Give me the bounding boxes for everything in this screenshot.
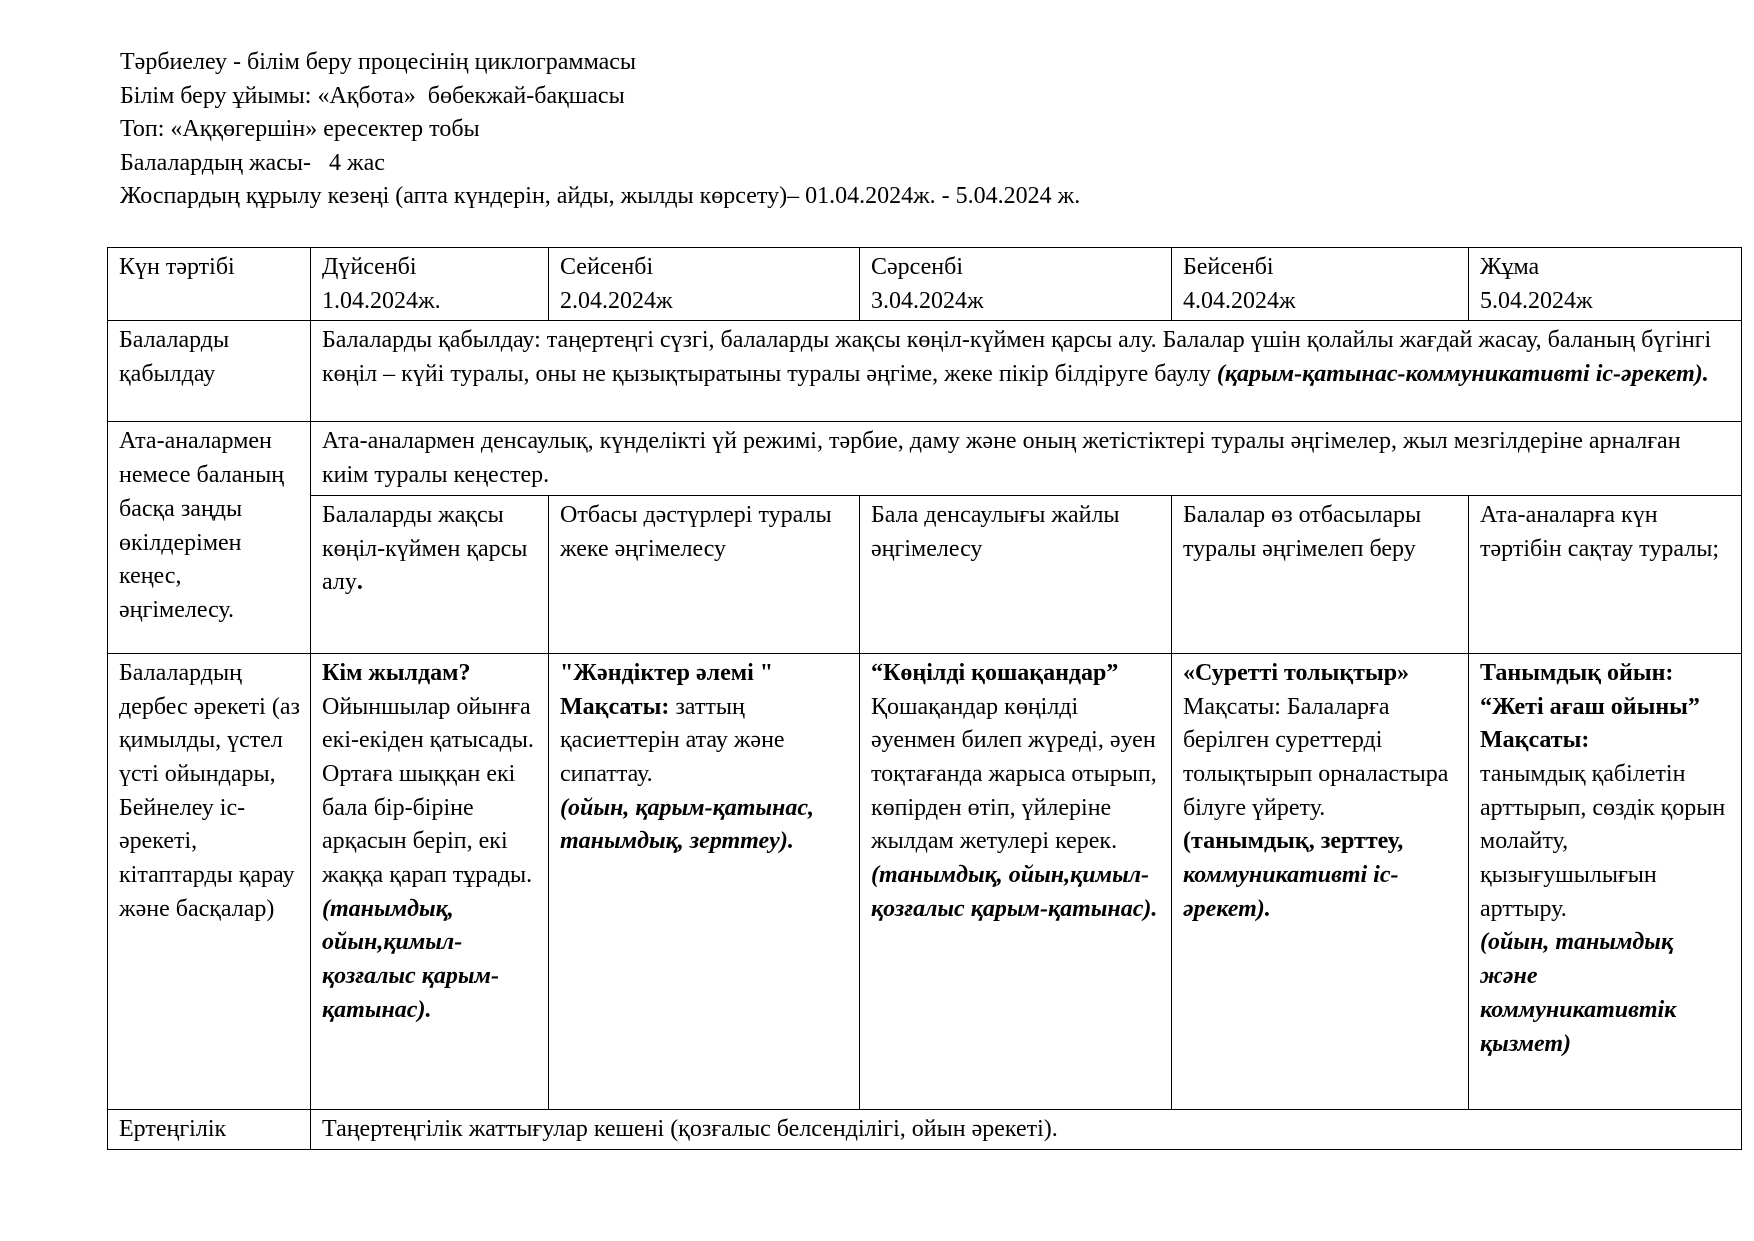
reception-label: Балаларды қабылдау xyxy=(108,321,311,422)
header-period: Жоспардың құрылу кезеңі (апта күндерін, айды, жылды көрсету)– 01.04.2024ж. - 5.04.2024 ж. xyxy=(120,183,1081,209)
game-goal: Мақсаты: заттың қасиеттерін атау және сипаттау. xyxy=(560,693,785,787)
activity-tags: (танымдық, зерттеу, коммуникативті іс-әрекет). xyxy=(1183,828,1404,922)
header-group: Топ: «Аққөгершін» ересектер тобы xyxy=(120,116,480,142)
parents-label: Ата-аналармен немесе баланың басқа заңды өкілдерімен кеңес, әңгімелесу. xyxy=(108,422,311,653)
parents-friday: Ата-аналарға күн тәртібін сақтау туралы; xyxy=(1469,495,1742,653)
reception-text: Балаларды қабылдау: таңертеңгі сүзгі, балаларды жақсы көңіл-күймен қарсы алу. Балалар үшін қолайлы жағдай жасау, баланың бүгінгі көңіл – күйі туралы, оны не қызықтыратыны туралы әңгіме, жеке пікір білдіруге баулу (қарым-қатынас-коммуникативті іс-әрекет). xyxy=(311,321,1742,422)
activity-tags: (ойын, қарым-қатынас, танымдық, зерттеу). xyxy=(560,794,815,855)
table-row-parents xyxy=(108,422,1742,495)
day-header-tuesday: Сейсенбі 2.04.2024ж xyxy=(549,248,860,321)
day-header-monday: Дүйсенбі 1.04.2024ж. xyxy=(311,248,549,321)
game-title: «Суретті толықтыр» xyxy=(1183,659,1410,686)
document-header xyxy=(120,46,1080,214)
independent-tuesday xyxy=(549,653,860,1109)
morning-label: Ертеңгілік xyxy=(108,1109,311,1149)
game-title: Кім жылдам? xyxy=(322,659,471,686)
table-row-reception xyxy=(108,321,1742,422)
parents-common-text: Ата-аналармен денсаулық, күнделікті үй режимі, тәрбие, даму және оның жетістіктері туралы әңгімелер, жыл мезгілдеріне арналған киім туралы кеңестер. xyxy=(311,422,1742,495)
schedule-table xyxy=(107,247,1742,1150)
independent-label: Балалардың дербес әрекеті (аз қимылды, үстел үсті ойындары, Бейнелеу іс-әрекеті, кітаптарды қарау және басқалар) xyxy=(108,653,311,1109)
activity-tags: (танымдық, ойын,қимыл-қозғалыс қарым-қатынас). xyxy=(871,862,1158,922)
header-title: Тәрбиелеу - білім беру процесінің циклограммасы xyxy=(120,49,637,75)
independent-thursday xyxy=(1172,653,1469,1109)
game-title: “Көңілді қошақандар” xyxy=(871,659,1119,686)
activity-tags: (танымдық, ойын,қимыл-қозғалыс қарым-қатынас). xyxy=(322,895,499,1023)
table-row-morning xyxy=(108,1109,1742,1149)
independent-wednesday xyxy=(860,653,1172,1109)
parents-monday: Балаларды жақсы көңіл-күймен қарсы алу. xyxy=(311,495,549,653)
day-header-friday: Жұма 5.04.2024ж xyxy=(1469,248,1742,321)
corner-cell: Күн тәртібі xyxy=(108,248,311,321)
independent-friday xyxy=(1469,653,1742,1109)
game-description: танымдық қабілетін арттырып, сөздік қорын молайту, қызығушылығын арттыру. xyxy=(1480,760,1726,922)
table-row-parents-days xyxy=(108,495,1742,653)
game-goal-label: Мақсаты: xyxy=(1480,727,1590,754)
game-description: Ойыншылар ойынға екі-екіден қатысады. Ортаға шыққан екі бала бір-біріне арқасын беріп, екі жаққа қарап тұрады. xyxy=(322,693,534,889)
table-header-row xyxy=(108,248,1742,321)
parents-wednesday: Бала денсаулығы жайлы әңгімелесу xyxy=(860,495,1172,653)
game-description: Мақсаты: Балаларға берілген суреттерді толықтырып орналастыра білуге үйрету. xyxy=(1183,693,1449,821)
activity-tags: (ойын, танымдық және коммуникативтік қызмет) xyxy=(1480,929,1677,1057)
game-title: "Жәндіктер әлемі " xyxy=(560,659,774,686)
header-age: Балалардың жасы- 4 жас xyxy=(120,149,385,176)
game-description: Қошақандар көңілді әуенмен билеп жүреді, әуен тоқтағанда жарыса отырып, көпірден өтіп, үйлеріне жылдам жетулері керек. xyxy=(871,693,1157,855)
header-organization: Білім беру ұйымы: «Ақбота» бөбекжай-бақшасы xyxy=(120,82,625,109)
day-header-thursday: Бейсенбі 4.04.2024ж xyxy=(1172,248,1469,321)
table-row-independent xyxy=(108,653,1742,1109)
reception-activity: (қарым-қатынас-коммуникативті іс-әрекет). xyxy=(1216,361,1709,388)
game-title: Танымдық ойын: “Жеті ағаш ойыны” xyxy=(1480,659,1700,720)
parents-tuesday: Отбасы дәстүрлері туралы жеке әңгімелесу xyxy=(549,495,860,653)
parents-thursday: Балалар өз отбасылары туралы әңгімелеп беру xyxy=(1172,495,1469,653)
independent-monday xyxy=(311,653,549,1109)
morning-text: Таңертеңгілік жаттығулар кешені (қозғалыс белсенділігі, ойын әрекеті). xyxy=(311,1109,1742,1149)
day-header-wednesday: Сәрсенбі 3.04.2024ж xyxy=(860,248,1172,321)
